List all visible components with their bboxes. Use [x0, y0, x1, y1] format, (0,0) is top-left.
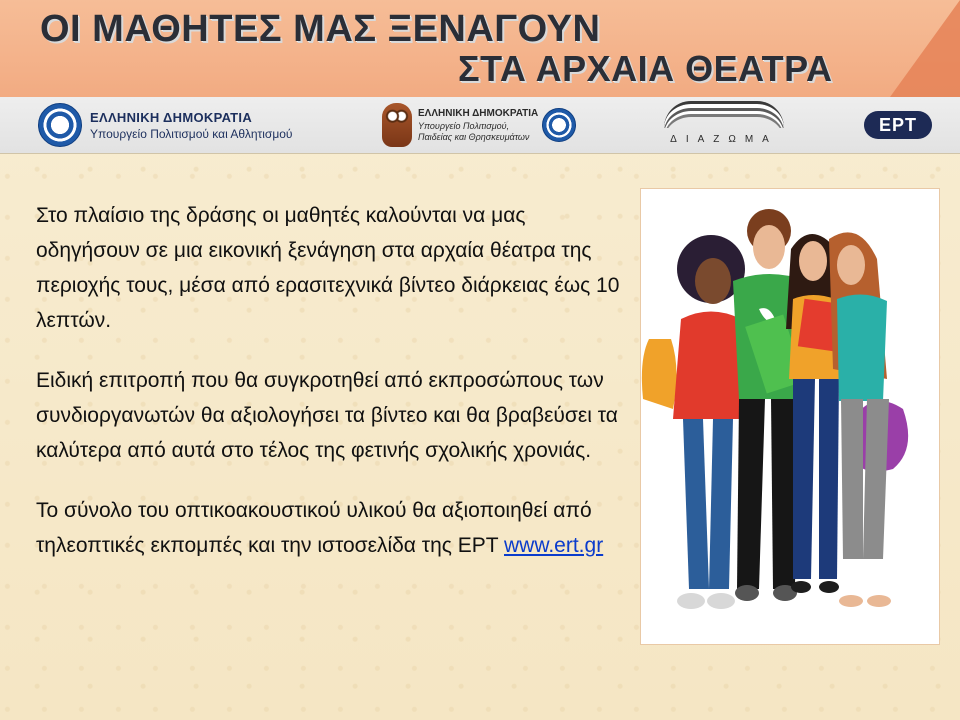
content-text — [36, 198, 626, 588]
paragraph-2 — [36, 363, 626, 468]
logo-bar — [0, 97, 960, 154]
logo1-line2: Υπουργείο Πολιτισμού και Αθλητισμού — [90, 126, 293, 141]
ert-website-link[interactable]: www.ert.gr — [504, 534, 604, 557]
ert-logo — [864, 103, 932, 147]
title-line-2: ΣΤΑ ΑΡΧΑΙΑ ΘΕΑΤΡΑ — [458, 48, 833, 89]
students-illustration — [640, 188, 940, 645]
logo2-line3: Παιδείας και Θρησκευμάτων — [418, 131, 530, 142]
logo2-line2: Υπουργείο Πολιτισμού, — [418, 120, 510, 131]
ministry-culture-sports-logo — [38, 103, 293, 147]
title-line-1: ΟΙ ΜΑΘΗΤΕΣ ΜΑΣ ΞΕΝΑΓΟΥΝ — [40, 8, 601, 50]
paragraph-3 — [36, 493, 626, 563]
paragraph-3-text: Το σύνολο του οπτικοακουστικού υλικού θα αξιοποιηθεί από τηλεοπτικές εκπομπές και την ιστοσελίδα της ΕΡΤ — [36, 499, 592, 557]
diazoma-logo — [664, 101, 784, 145]
students-illustration-graphic — [641, 189, 939, 644]
logo1-line1: ΕΛΛΗΝΙΚΗ ΔΗΜΟΚΡΑΤΙΑ — [90, 109, 253, 125]
paragraph-1 — [36, 198, 626, 338]
ert-logo-badge: ΕΡΤ — [864, 111, 932, 139]
greek-coat-of-arms-small-icon — [542, 108, 576, 142]
owl-icon — [382, 103, 412, 147]
ministry-education-logo — [382, 103, 576, 147]
greek-coat-of-arms-icon — [38, 103, 82, 147]
diazoma-text: ΔΙΑΖΩΜΑ — [670, 134, 778, 145]
logo2-line1: ΕΛΛΗΝΙΚΗ ΔΗΜΟΚΡΑΤΙΑ — [418, 107, 539, 119]
paragraph-1-text: Στο πλαίσιο της δράσης οι μαθητές καλούνται να μας οδηγήσουν σε μια εικονική ξενάγηση στα αρχαία θέατρα της περιοχής τους, μέσα από ερασιτεχνικά βίντεο διάρκειας έως 10 λεπτών. — [36, 204, 620, 332]
theatre-arc-icon — [664, 101, 784, 128]
header-banner — [0, 0, 960, 97]
header-corner-decoration — [890, 0, 960, 97]
paragraph-2-text: Ειδική επιτροπή που θα συγκροτηθεί από εκπροσώπους των συνδιοργανωτών θα αξιολογήσει τα βίντεο και θα βραβεύσει τα καλύτερα από αυτά στο τέλος της φετινής σχολικής χρονιάς. — [36, 369, 618, 462]
